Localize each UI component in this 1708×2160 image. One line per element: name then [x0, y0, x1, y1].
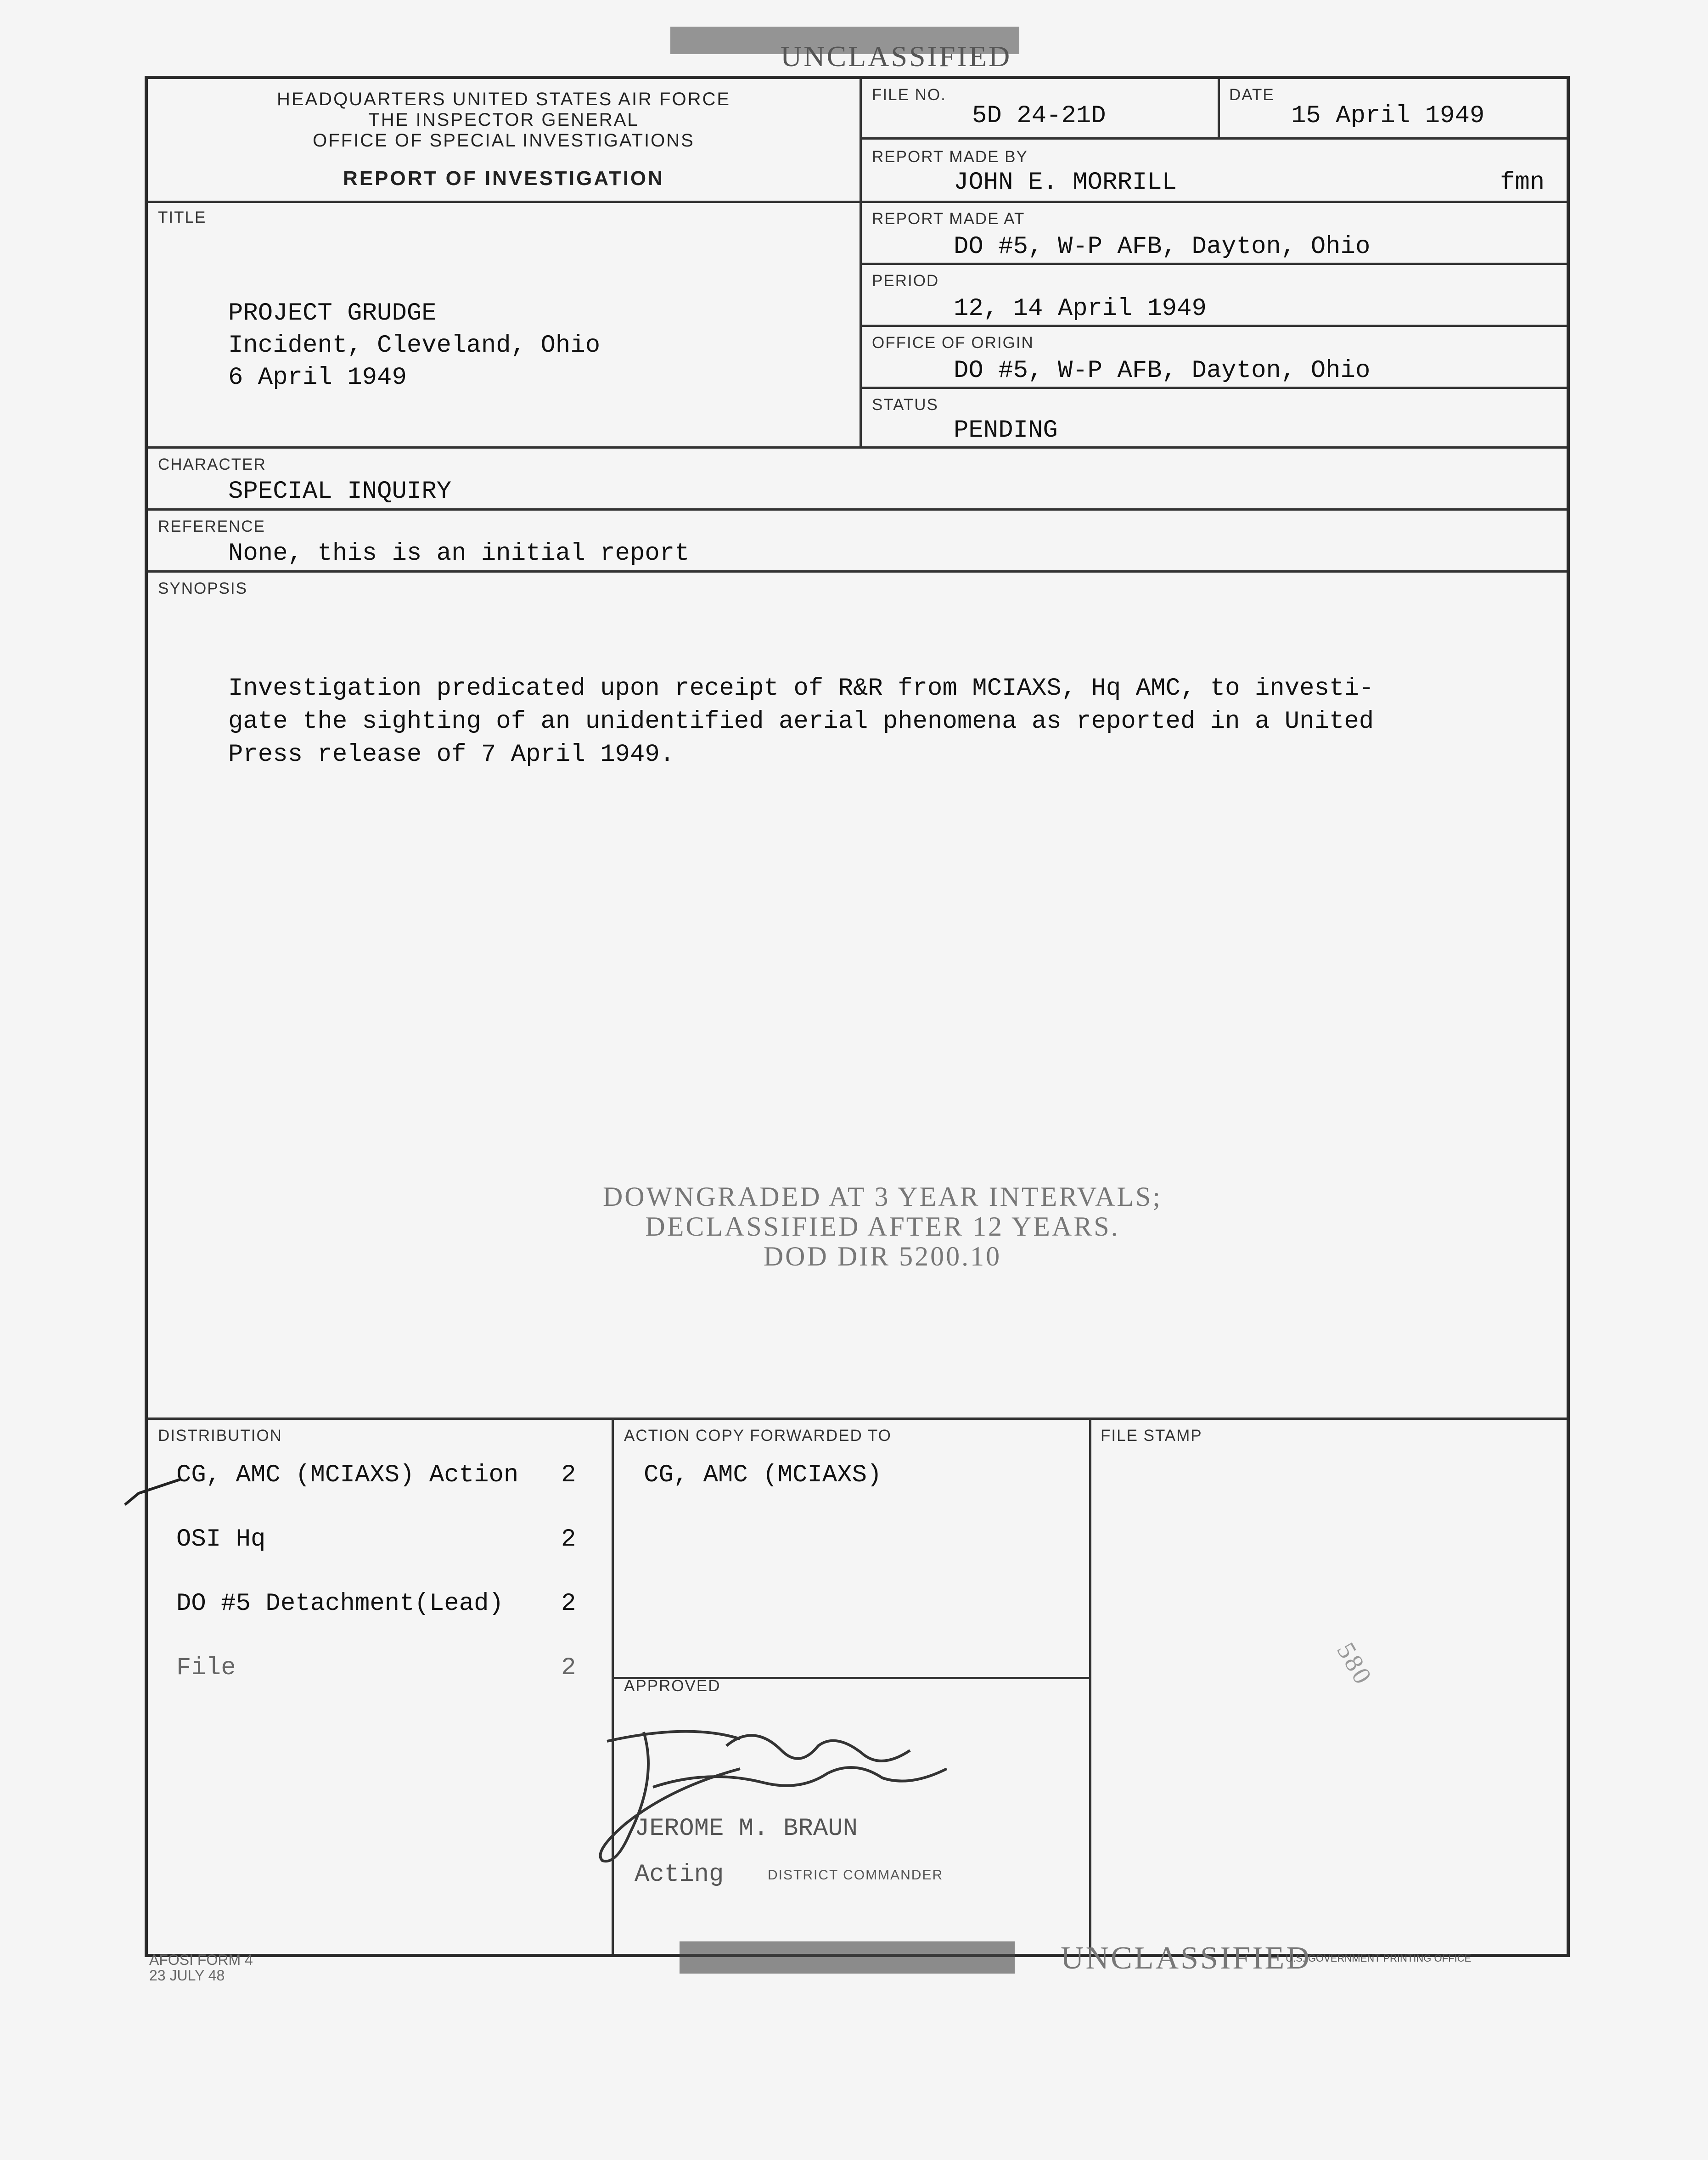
synopsis-label: SYNOPSIS	[158, 579, 247, 597]
printing-office-note: U.S. GOVERNMENT PRINTING OFFICE	[1286, 1952, 1472, 1964]
date-label: DATE	[1229, 86, 1275, 104]
status-value: PENDING	[954, 416, 1058, 444]
header-osi-line: OFFICE OF SPECIAL INVESTIGATIONS	[313, 130, 695, 151]
header-bottom-rule	[148, 201, 861, 203]
distribution-name: DO #5 Detachment(Lead)	[176, 1590, 504, 1618]
distribution-copies: 2	[561, 1461, 576, 1489]
distribution-copies: 2	[561, 1525, 576, 1553]
period-label: PERIOD	[872, 272, 939, 290]
approved-label: APPROVED	[624, 1677, 721, 1695]
file-date-divider	[1218, 79, 1220, 137]
distribution-row	[176, 1461, 518, 1489]
reference-label: REFERENCE	[158, 518, 265, 535]
file-no-value: 5D 24-21D	[972, 102, 1106, 130]
distribution-name: CG, AMC (MCIAXS) Action	[176, 1461, 519, 1489]
investigation-form	[145, 76, 1570, 1957]
period-bottom-rule	[861, 325, 1567, 327]
title-line-1: PROJECT GRUDGE	[228, 299, 437, 327]
report-made-at-label: REPORT MADE AT	[872, 210, 1025, 228]
report-made-by-value: JOHN E. MORRILL	[954, 169, 1177, 197]
office-of-origin-value: DO #5, W-P AFB, Dayton, Ohio	[954, 357, 1371, 385]
file-no-label: FILE NO.	[872, 86, 946, 104]
file-no-bottom-rule	[861, 137, 1567, 140]
bottom-classification-stamp: UNCLASSIFIED	[1061, 1941, 1311, 1976]
distribution-name: File	[176, 1654, 236, 1682]
reference-value: None, this is an initial report	[228, 540, 690, 568]
action-divider	[1089, 1418, 1091, 1954]
form-id-line-2: 23 JULY 48	[149, 1967, 225, 1984]
period-value: 12, 14 April 1949	[954, 295, 1207, 323]
approver-acting: Acting	[635, 1861, 724, 1889]
file-stamp-label: FILE STAMP	[1101, 1427, 1202, 1445]
status-bottom-rule	[148, 446, 1567, 449]
report-made-at-value: DO #5, W-P AFB, Dayton, Ohio	[954, 233, 1371, 261]
approver-name: JEROME M. BRAUN	[635, 1815, 858, 1843]
header-hq-line: HEADQUARTERS UNITED STATES AIR FORCE	[276, 89, 731, 109]
report-made-by-label: REPORT MADE BY	[872, 148, 1028, 166]
reference-bottom-rule	[148, 570, 1567, 573]
checkmark-icon	[120, 1461, 185, 1512]
made-by-bottom-rule	[861, 201, 1567, 203]
distribution-row	[176, 1654, 236, 1682]
made-at-bottom-rule	[861, 263, 1567, 265]
action-copy-label: ACTION COPY FORWARDED TO	[624, 1427, 892, 1445]
character-label: CHARACTER	[158, 456, 266, 473]
synopsis-line-1: Investigation predicated upon receipt of R&R from MCIAXS, Hq AMC, to investi-	[228, 675, 1374, 703]
title-line-2: Incident, Cleveland, Ohio	[228, 332, 601, 360]
reporter-initials: fmn	[1500, 169, 1545, 197]
header-ig-line: THE INSPECTOR GENERAL	[368, 110, 639, 130]
form-id-line-1: AFOSI FORM 4	[149, 1952, 253, 1968]
distribution-name: OSI Hq	[176, 1525, 266, 1553]
distribution-row	[176, 1525, 265, 1553]
status-label: STATUS	[872, 396, 938, 414]
form-title: REPORT OF INVESTIGATION	[343, 167, 664, 190]
declass-line-3: DOD DIR 5200.10	[763, 1241, 1002, 1271]
distribution-copies: 2	[561, 1590, 576, 1618]
character-bottom-rule	[148, 508, 1567, 511]
distribution-row	[176, 1590, 504, 1618]
declass-line-2: DECLASSIFIED AFTER 12 YEARS.	[645, 1211, 1120, 1242]
synopsis-line-2: gate the sighting of an unidentified aerial phenomena as reported in a United	[228, 708, 1374, 736]
date-value: 15 April 1949	[1291, 102, 1485, 130]
synopsis-bottom-rule	[148, 1418, 1567, 1420]
distribution-copies: 2	[561, 1654, 576, 1682]
office-of-origin-label: OFFICE OF ORIGIN	[872, 334, 1034, 352]
distribution-label: DISTRIBUTION	[158, 1427, 282, 1445]
title-label: TITLE	[158, 208, 207, 226]
synopsis-line-3: Press release of 7 April 1949.	[228, 741, 675, 769]
redaction-bar-bottom	[680, 1941, 1015, 1974]
approver-role: DISTRICT COMMANDER	[768, 1868, 944, 1883]
office-bottom-rule	[861, 387, 1567, 389]
character-value: SPECIAL INQUIRY	[228, 478, 452, 506]
title-line-3: 6 April 1949	[228, 364, 407, 392]
file-stamp-mark: 580	[1331, 1637, 1378, 1691]
declass-line-1: DOWNGRADED AT 3 YEAR INTERVALS;	[602, 1181, 1163, 1212]
top-classification-stamp: UNCLASSIFIED	[781, 40, 1012, 73]
action-copy-value: CG, AMC (MCIAXS)	[644, 1461, 882, 1489]
